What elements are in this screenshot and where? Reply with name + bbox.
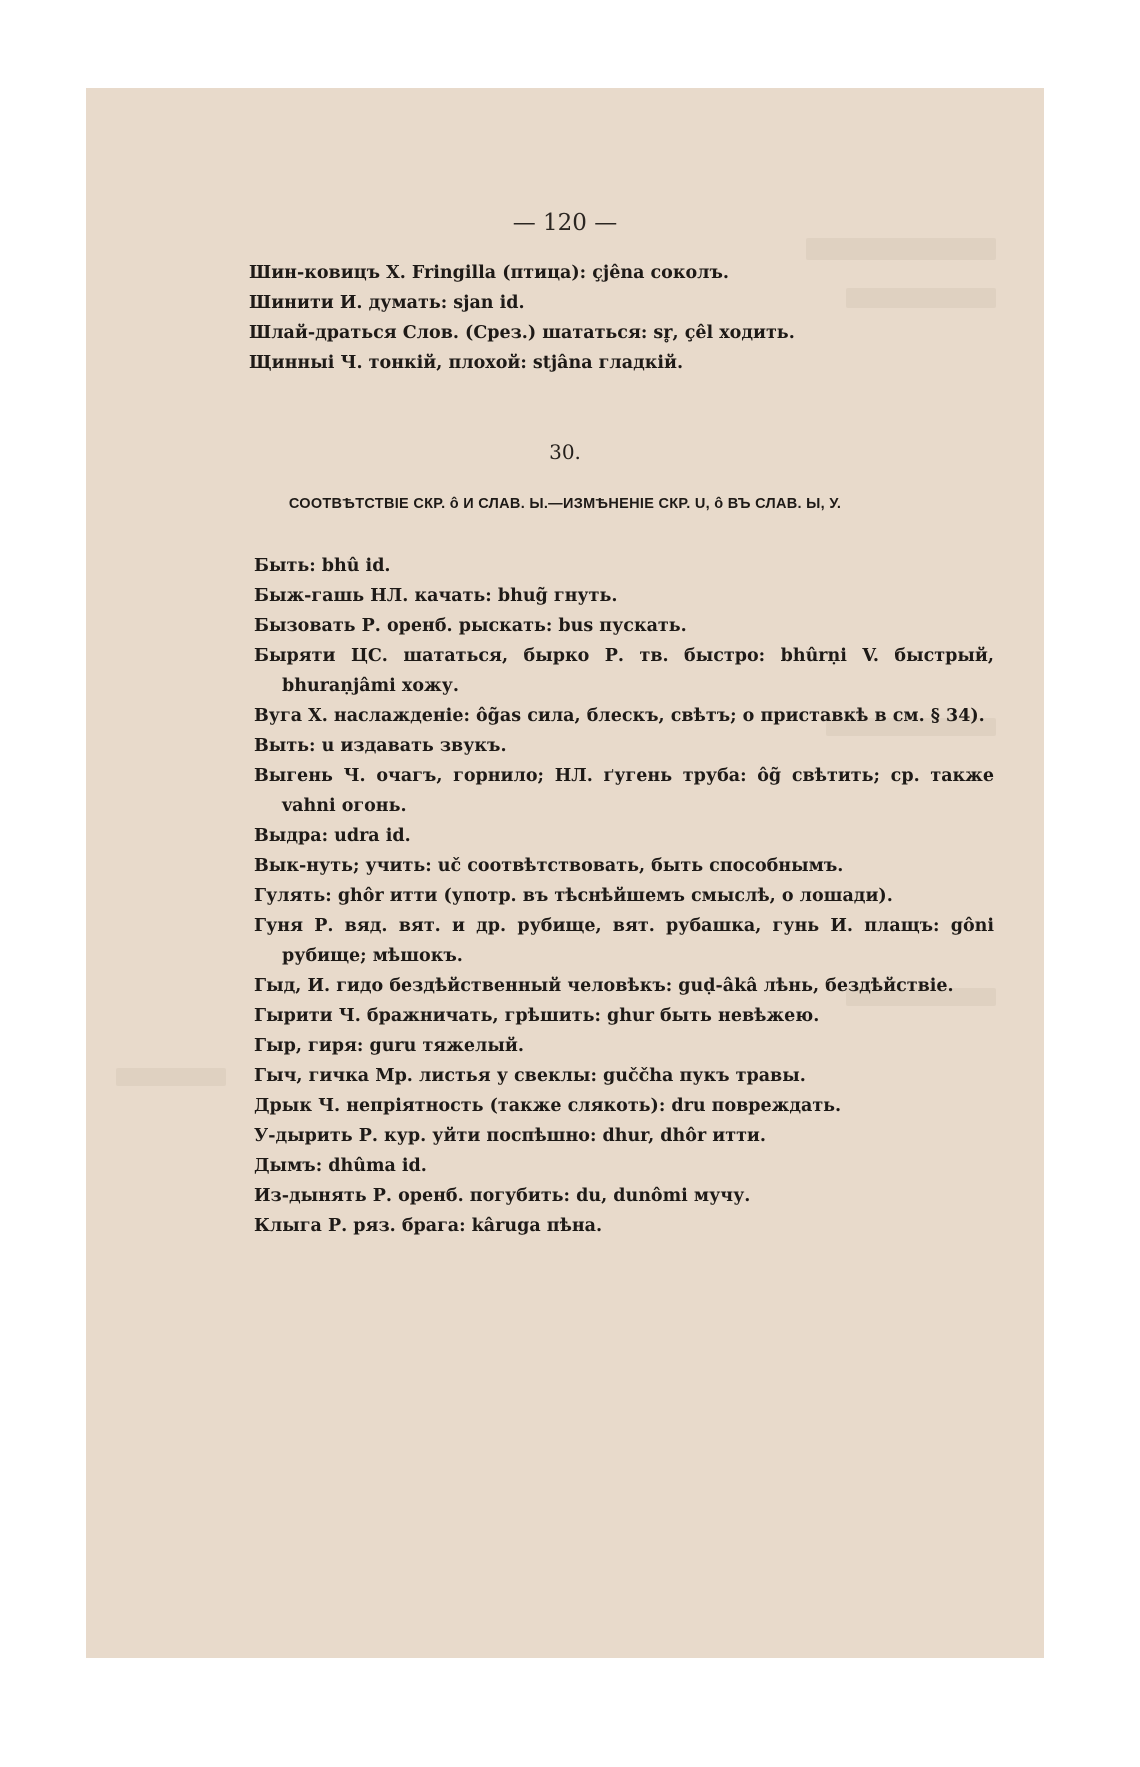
dictionary-entry: Вык-нуть; учить: uč соотвѣтствовать, быть способнымъ. xyxy=(254,856,844,876)
dictionary-entry: Клыга Р. ряз. брага: kâruga пѣна. xyxy=(254,1216,603,1236)
dictionary-entry: Шинити И. думать: sjan id. xyxy=(249,293,525,313)
dictionary-entry: Шин-ковицъ Х. Fringilla (птица): çjêna соколъ. xyxy=(249,263,730,283)
dictionary-entry: Шлай-драться Слов. (Срез.) шататься: sr̥, çêl ходить. xyxy=(249,323,795,343)
page-number: — 120 — xyxy=(512,210,618,236)
dictionary-entry: Быть: bhû id. xyxy=(254,556,391,576)
bleed-through xyxy=(116,1068,226,1086)
dictionary-entry: Гулять: ghôr итти (употр. въ тѣснѣйшемъ смыслѣ, о лошади). xyxy=(254,886,893,906)
book-page xyxy=(86,88,1044,1658)
dictionary-entry: Гырити Ч. бражничать, грѣшить: ghur быть невѣжею. xyxy=(254,1006,820,1026)
dictionary-entry: Гыд, И. гидо бездѣйственный человѣкъ: guḍ-âkâ лѣнь, бездѣйствіе. xyxy=(254,976,954,996)
dictionary-entry: Бызовать Р. оренб. рыскать: bus пускать. xyxy=(254,616,687,636)
entries-list xyxy=(254,551,994,1241)
dictionary-entry: Дымъ: dhûma id. xyxy=(254,1156,427,1176)
bleed-through xyxy=(806,238,996,260)
dictionary-entry: Выдра: udra id. xyxy=(254,826,411,846)
dictionary-entry: У-дырить Р. кур. уйти поспѣшно: dhur, dhôr итти. xyxy=(254,1126,766,1146)
dictionary-entry: Из-дынять Р. оренб. погубить: du, dunômi мучу. xyxy=(254,1186,751,1206)
dictionary-entry: Щинныі Ч. тонкій, плохой: stjâna гладкій. xyxy=(249,353,684,373)
dictionary-entry: Быряти ЦС. шататься, бырко Р. тв. быстро: bhûrṇi V. быстрый, bhuraṇjâmi хожу. xyxy=(254,646,994,696)
top-entries xyxy=(249,258,969,378)
dictionary-entry: Гуня Р. вяд. вят. и др. рубище, вят. рубашка, гунь И. плащъ: gôni рубище; мѣшокъ. xyxy=(254,916,994,966)
section-number: 30. xyxy=(549,440,581,464)
dictionary-entry: Вуга Х. наслажденіе: ôg̃as сила, блескъ, свѣтъ; о приставкѣ в см. § 34). xyxy=(254,706,985,726)
dictionary-entry: Гыр, гиря: guru тяжелый. xyxy=(254,1036,524,1056)
dictionary-entry: Дрык Ч. непріятность (также слякоть): dru повреждать. xyxy=(254,1096,842,1116)
dictionary-entry: Быж-гашь НЛ. качать: bhug̃ гнуть. xyxy=(254,586,618,606)
section-heading: СООТВѢТСТВІЕ СКР. ô И СЛАВ. Ы.—ИЗМѢНЕНІЕ СКР. U, ô ВЪ СЛАВ. Ы, У. xyxy=(288,496,842,512)
dictionary-entry: Гыч, гичка Мр. листья у свеклы: guččha пукъ травы. xyxy=(254,1066,806,1086)
dictionary-entry: Выть: u издавать звукъ. xyxy=(254,736,507,756)
dictionary-entry: Выгень Ч. очагъ, горнило; НЛ. ґугень труба: ôg̃ свѣтить; ср. также vahni огонь. xyxy=(254,766,994,816)
